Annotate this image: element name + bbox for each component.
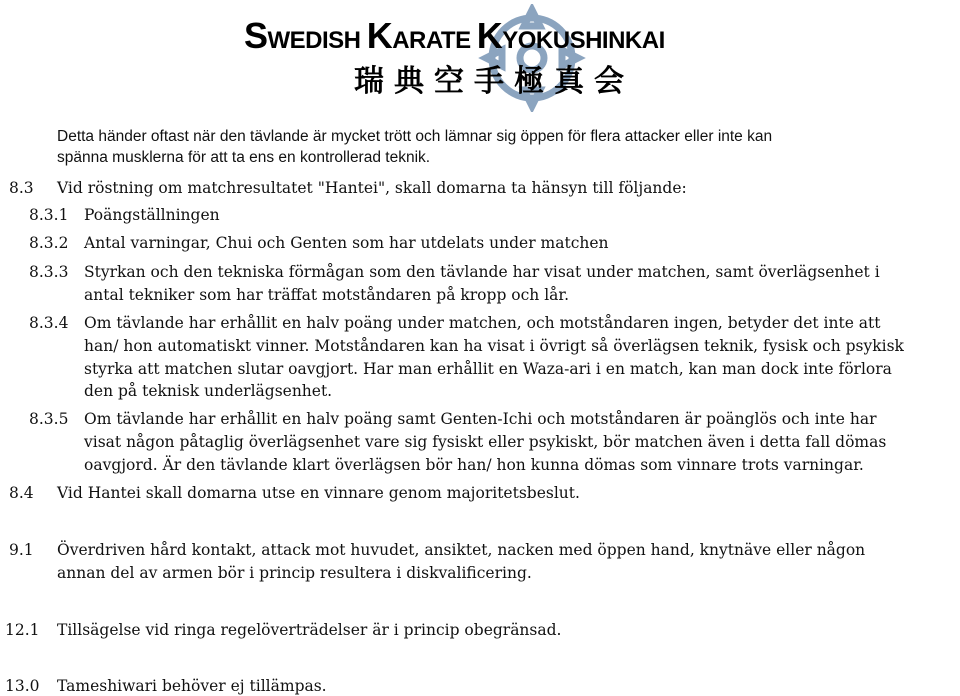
- section-8-3-5-number: 8.3.5: [29, 410, 69, 428]
- section-8-3-4-text-1: Om tävlande har erhållit en halv poäng under matchen, och motståndaren ingen, betyder det inte att: [84, 314, 881, 332]
- section-12-1-number: 12.1: [5, 621, 40, 639]
- section-8-4-text: Vid Hantei skall domarna utse en vinnare genom majoritetsbeslut.: [57, 484, 580, 502]
- title-initial-1: S: [244, 15, 268, 56]
- title-rest-3: YOKUSHINKAI: [502, 27, 665, 54]
- organization-title: [244, 16, 665, 61]
- section-8-3-2-number: 8.3.2: [29, 234, 69, 252]
- intro-line-2: spänna musklerna för att ta ens en kontrollerad teknik.: [57, 149, 431, 166]
- title-initial-2: K: [366, 15, 393, 56]
- section-8-3-5-text-1: Om tävlande har erhållit en halv poäng samt Genten-Ichi och motståndaren är poänglös och inte har: [84, 410, 877, 428]
- title-rest-2: ARATE: [392, 27, 477, 54]
- title-rest-1: WEDISH: [267, 27, 367, 54]
- intro-line-1: Detta händer oftast när den tävlande är mycket trött och lämnar sig öppen för flera attacker eller inte kan: [57, 128, 773, 145]
- section-13-0-number: 13.0: [5, 677, 40, 695]
- section-8-3-5-text-2: visat någon påtaglig överlägsenhet vare sig fysiskt eller psykiskt, bör matchen även i detta fall dömas: [84, 433, 887, 451]
- section-8-3-4-text-4: den på teknisk underlägsenhet.: [84, 382, 333, 400]
- section-8-3-1-text: Poängställningen: [84, 206, 220, 224]
- section-8-3-5-text-3: oavgjord. Är den tävlande klart överlägsen bör han/ hon kunna dömas som vinnare trots varningar.: [84, 456, 864, 474]
- section-8-3-text: Vid röstning om matchresultatet "Hantei", skall domarna ta hänsyn till följande:: [57, 179, 687, 197]
- section-8-4-number: 8.4: [9, 484, 34, 502]
- section-8-3-4-number: 8.3.4: [29, 314, 69, 332]
- section-8-3-1-number: 8.3.1: [29, 206, 69, 224]
- section-9-1-text-1: Överdriven hård kontakt, attack mot huvudet, ansiktet, nacken med öppen hand, knytnäve eller någon: [57, 541, 866, 559]
- page-header: [0, 0, 960, 110]
- section-9-1-text-2: annan del av armen bör i princip resultera i diskvalificering.: [57, 564, 532, 582]
- section-13-0-text: Tameshiwari behöver ej tillämpas.: [57, 677, 327, 695]
- organization-kanji: 瑞典空手極真会: [354, 64, 634, 99]
- section-8-3-2-text: Antal varningar, Chui och Genten som har utdelats under matchen: [84, 234, 609, 252]
- title-initial-3: K: [476, 15, 503, 56]
- section-8-3-3-text-1: Styrkan och den tekniska förmågan som den tävlande har visat under matchen, samt överlägsenhet i: [84, 263, 880, 281]
- section-8-3-4-text-2: han/ hon automatiskt vinner. Motståndaren kan ha visat i övrigt så överlägsen teknik, fysisk och psykisk: [84, 337, 904, 355]
- section-8-3-4-text-3: styrka att matchen slutar oavgjort. Har man erhållit en Waza-ari i en match, kan man dock inte förlora: [84, 360, 892, 378]
- section-8-3-number: 8.3: [9, 179, 34, 197]
- section-12-1-text: Tillsägelse vid ringa regelöverträdelser är i princip obegränsad.: [57, 621, 562, 639]
- section-8-3-3-text-2: antal tekniker som har träffat motståndaren på kropp och lår.: [84, 286, 570, 304]
- section-8-3-3-number: 8.3.3: [29, 263, 69, 281]
- section-9-1-number: 9.1: [9, 541, 34, 559]
